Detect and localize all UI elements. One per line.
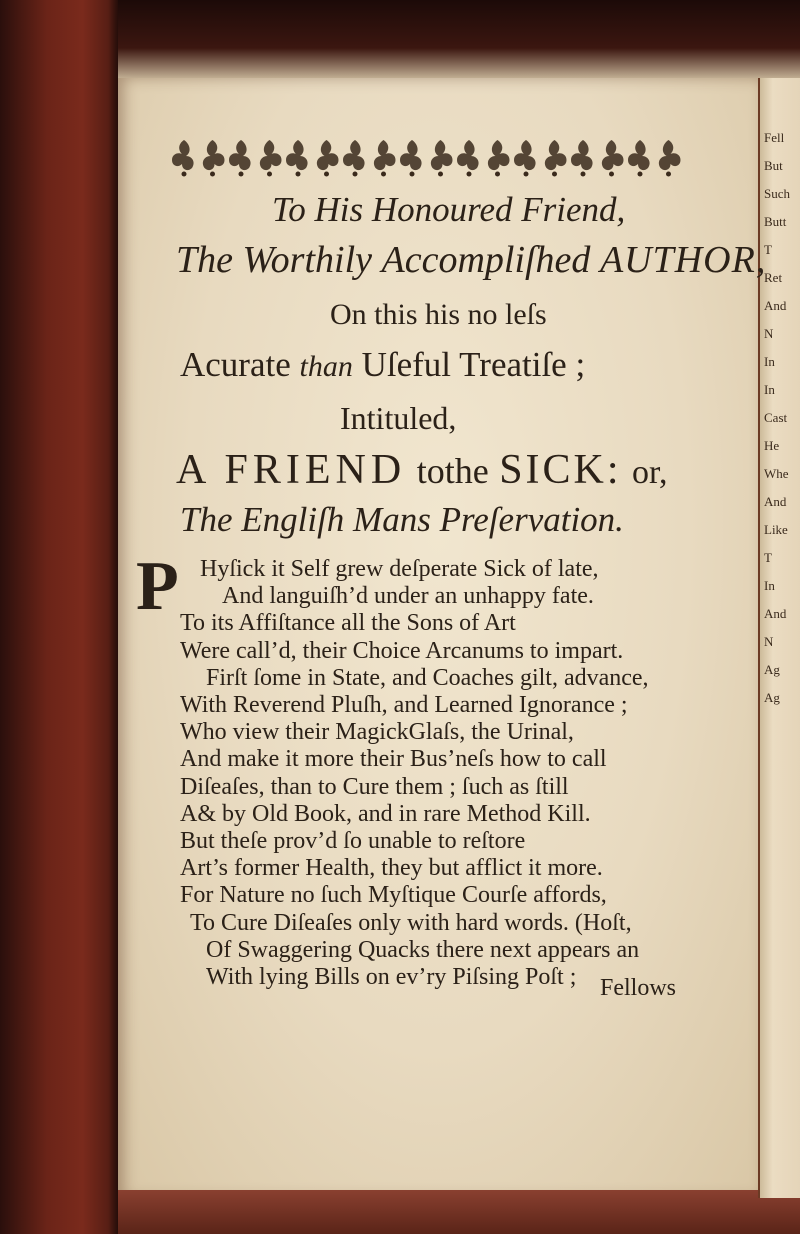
poem-line: Of Swaggering Quacks there next appears an xyxy=(206,936,640,963)
book-binding xyxy=(0,0,118,1234)
fleuron-icon xyxy=(203,140,225,177)
adjacent-page-fragment: N xyxy=(764,634,774,649)
fleuron-icon xyxy=(317,140,339,177)
fleuron-ornament-band xyxy=(170,130,690,186)
fleuron-icon xyxy=(374,140,396,177)
fleuron-icon xyxy=(286,140,308,177)
or-text: or, xyxy=(632,454,668,491)
poem-line: But theſe prov’d ſo unable to reſtore xyxy=(180,828,526,854)
fleuron-icon xyxy=(488,140,510,177)
tothe-text: tothe xyxy=(416,451,489,491)
poem-line: Hyſick it Self grew deſperate Sick of late, xyxy=(200,556,599,582)
catchword: Fellows xyxy=(600,975,677,1001)
fleuron-icon xyxy=(170,130,690,186)
fleuron-icon xyxy=(628,140,650,177)
fleuron-icon xyxy=(514,140,536,177)
adjacent-page-fragment: Ag xyxy=(764,662,780,677)
adjacent-page-fragment: And xyxy=(764,494,787,509)
fleuron-icon xyxy=(172,140,194,177)
book-bottom-edge xyxy=(118,1190,800,1234)
poem-line: Were call’d, their Choice Arcanums to impart. xyxy=(180,637,624,664)
dedication-line xyxy=(272,190,625,230)
fleuron-icon xyxy=(431,140,453,177)
adjacent-page-fragment: Whe xyxy=(764,466,789,481)
adjacent-page-fragment: Such xyxy=(764,186,790,201)
accomplished-text: Accompliſhed xyxy=(381,239,591,281)
adjacent-page-fragment: Fell xyxy=(764,130,785,145)
honoured-text: Honoured xyxy=(371,190,513,229)
author-line xyxy=(176,238,766,282)
title-line xyxy=(176,446,668,494)
adjacent-page-fragment: Like xyxy=(764,522,788,537)
adjacent-page-fragment: Ret xyxy=(764,270,783,285)
poem-line: For Nature no ſuch Myſtique Courſe affords, xyxy=(180,882,607,909)
adjacent-page-fragment: And xyxy=(764,298,787,313)
poem-line: And languiſh’d under an unhappy fate. xyxy=(222,583,594,610)
poem-line: To Cure Diſeaſes only with hard words. (Hoſt, xyxy=(190,909,632,936)
fleuron-icon xyxy=(229,140,251,177)
fleuron-icon xyxy=(659,140,681,177)
drop-cap-letter: P xyxy=(136,548,179,625)
poem-line: Diſeaſes, than to Cure them ; ſuch as ſtill xyxy=(180,773,569,800)
to-his-text: To His xyxy=(272,190,364,229)
fleuron-icon xyxy=(545,140,567,177)
on-this-line: On this his no leſs xyxy=(330,298,547,331)
fleuron-icon xyxy=(260,140,282,177)
author-text: AUTHOR, xyxy=(599,239,767,281)
adjacent-page-fragment: Ag xyxy=(764,690,780,705)
intituled-line: Intituled, xyxy=(340,400,457,436)
adjacent-page-fragment: But xyxy=(764,158,783,173)
adjacent-page-fragment: Cast xyxy=(764,410,788,425)
a-friend-text: A FRIEND xyxy=(176,447,407,493)
the-text: The xyxy=(176,239,233,281)
adjacent-page-fragment: In xyxy=(764,354,775,369)
fleuron-icon xyxy=(400,140,422,177)
poem-line: To its Affiſtance all the Sons of Art xyxy=(180,610,516,637)
acurate-text: Acurate xyxy=(180,345,291,384)
adjacent-page-fragment: In xyxy=(764,382,775,397)
friend-text: Friend, xyxy=(521,190,626,229)
poem-line: And make it more their Bus’neſs how to call xyxy=(180,746,607,773)
than-text: than xyxy=(299,350,353,383)
useful-treatise-text: Uſeful Treatiſe ; xyxy=(361,345,586,384)
adjacent-page-fragment: Butt xyxy=(764,214,787,229)
poem-line: With Reverend Pluſh, and Learned Ignorance ; xyxy=(180,692,628,718)
poem-line: Art’s former Health, they but afflict it more. xyxy=(180,855,603,882)
adjacent-page-fragment: In xyxy=(764,578,775,593)
poem-line: Firſt ſome in State, and Coaches gilt, advance, xyxy=(206,664,649,691)
fleuron-icon xyxy=(343,140,365,177)
book-top-edge xyxy=(0,0,800,80)
acurate-line xyxy=(180,345,585,385)
fleuron-icon xyxy=(457,140,479,177)
adjacent-page-fragment: And xyxy=(764,606,787,621)
adjacent-page-fragment: He xyxy=(764,438,780,453)
poem-line: Who view their MagickGlaſs, the Urinal, xyxy=(180,719,574,746)
poem-line: A& by Old Book, and in rare Method Kill. xyxy=(180,800,591,827)
subtitle-line: The Engliſh Mans Preſervation. xyxy=(180,500,624,539)
adjacent-page-fragment: T xyxy=(764,242,772,257)
fleuron-icon xyxy=(602,140,624,177)
poem-line: With lying Bills on ev’ry Piſsing Poſt ; xyxy=(206,964,577,990)
worthily-text: Worthily xyxy=(242,239,372,281)
adjacent-page-fragment: T xyxy=(764,550,772,565)
sick-text: SICK: xyxy=(499,447,622,493)
fleuron-icon xyxy=(571,140,593,177)
adjacent-page-fragment: N xyxy=(764,326,774,341)
